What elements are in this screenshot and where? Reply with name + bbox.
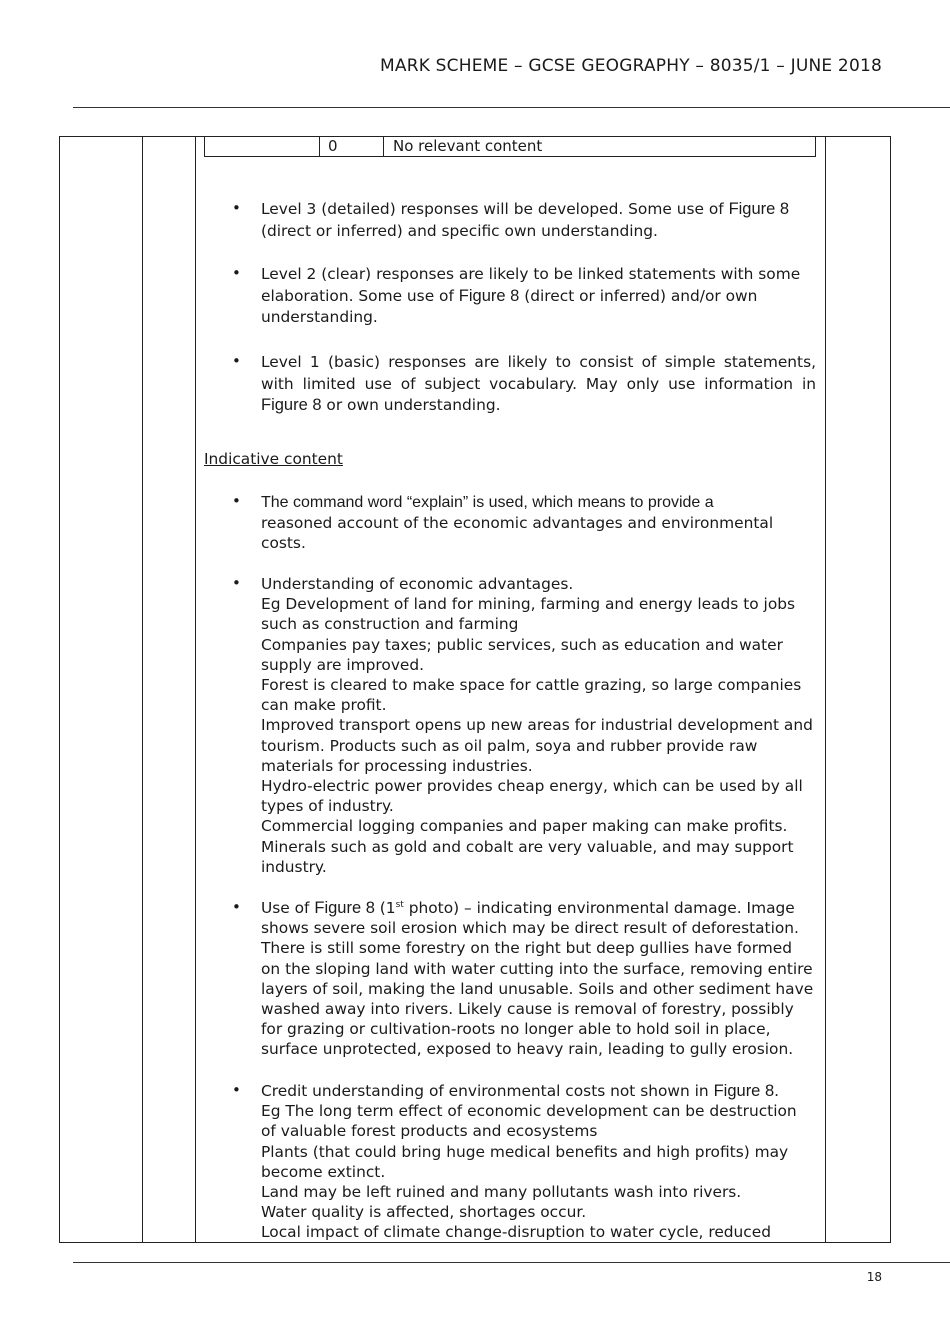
bullet: • [232,352,241,370]
page-number: 18 [866,1270,882,1284]
text-line: Water quality is affected, shortages occur. [261,1203,587,1222]
figure-8-photo-point: Use of Figure 8 (1st photo) – indicating environmental damage. Image shows severe soil erosion which may be direct result of deforestation. There is still some forestry on the right but deep gullies have formed on the sloping land with water cutting into the surface, removing entire layers of soil, making the land unusable. Soils and other sediment have washed away into rivers. Likely cause is removal of forestry, possibly for grazing or cultivation-roots no longer able to hold soil in place, surface unprotected, exposed to heavy rain, leading to gully erosion. [261,899,814,1059]
bullet: • [232,574,241,592]
economic-advantages-point [261,574,816,877]
bullet: • [232,264,241,282]
mark-cell: 0 [319,137,384,156]
text-line: Plants (that could bring huge medical benefits and high profits) may become extinct. [261,1142,789,1181]
bullet: • [232,1081,241,1099]
environmental-costs-point [261,1081,816,1243]
indicative-content-heading: Indicative content [204,450,343,468]
text-line: Minerals such as gold and cobalt are very valuable, and may support industry. [261,837,794,876]
text-line: Local impact of climate change-disruption to water cycle, reduced [261,1223,772,1242]
text-line: Eg Development of land for mining, farming and energy leads to jobs such as construction and farming [261,595,796,634]
text-line: Understanding of economic advantages. [261,575,574,593]
text-line: Commercial logging companies and paper making can make profits. [261,817,788,836]
level-cell [205,137,320,156]
text-line: Credit understanding of environmental costs not shown in Figure 8. [261,1082,780,1100]
bullet: • [232,199,241,217]
bullet: • [232,492,241,510]
page-header-title: MARK SCHEME – GCSE GEOGRAPHY – 8035/1 – JUNE 2018 [380,56,882,76]
text-line: Land may be left ruined and many pollutants wash into rivers. [261,1183,742,1202]
text-line: Companies pay taxes; public services, such as education and water supply are improved. [261,635,783,674]
level-1-descriptor: Level 1 (basic) responses are likely to consist of simple statements, with limited use of subject vocabulary. May only use information in Figure 8 or own understanding. [261,353,816,414]
table-column-divider [142,136,143,1243]
command-word-point: The command word “explain” is used, which means to provide a reasoned account of the economic advantages and environmental costs. [261,494,774,553]
table-column-divider [825,136,826,1243]
text-line: Forest is cleared to make space for cattle grazing, so large companies can make profit. [261,676,802,715]
text-line: Improved transport opens up new areas for industrial development and tourism. Products such as oil palm, soya and rubber provide raw materials for processing industries. [261,716,813,775]
footer-rule [73,1262,950,1263]
header-rule [73,107,950,108]
bullet: • [232,898,241,916]
level-table-row [204,136,816,157]
guidance-cell [196,136,825,1243]
text-line: Eg The long term effect of economic development can be destruction of valuable forest products and ecosystems [261,1102,797,1141]
level-3-descriptor: Level 3 (detailed) responses will be developed. Some use of Figure 8 (direct or inferred) and specific own understanding. [261,200,790,240]
descriptor-cell: No relevant content [393,137,543,155]
level-2-descriptor: Level 2 (clear) responses are likely to be linked statements with some elaboration. Some use of Figure 8 (direct or inferred) and/or own understanding. [261,265,801,326]
text-line: Hydro-electric power provides cheap energy, which can be used by all types of industry. [261,777,803,816]
